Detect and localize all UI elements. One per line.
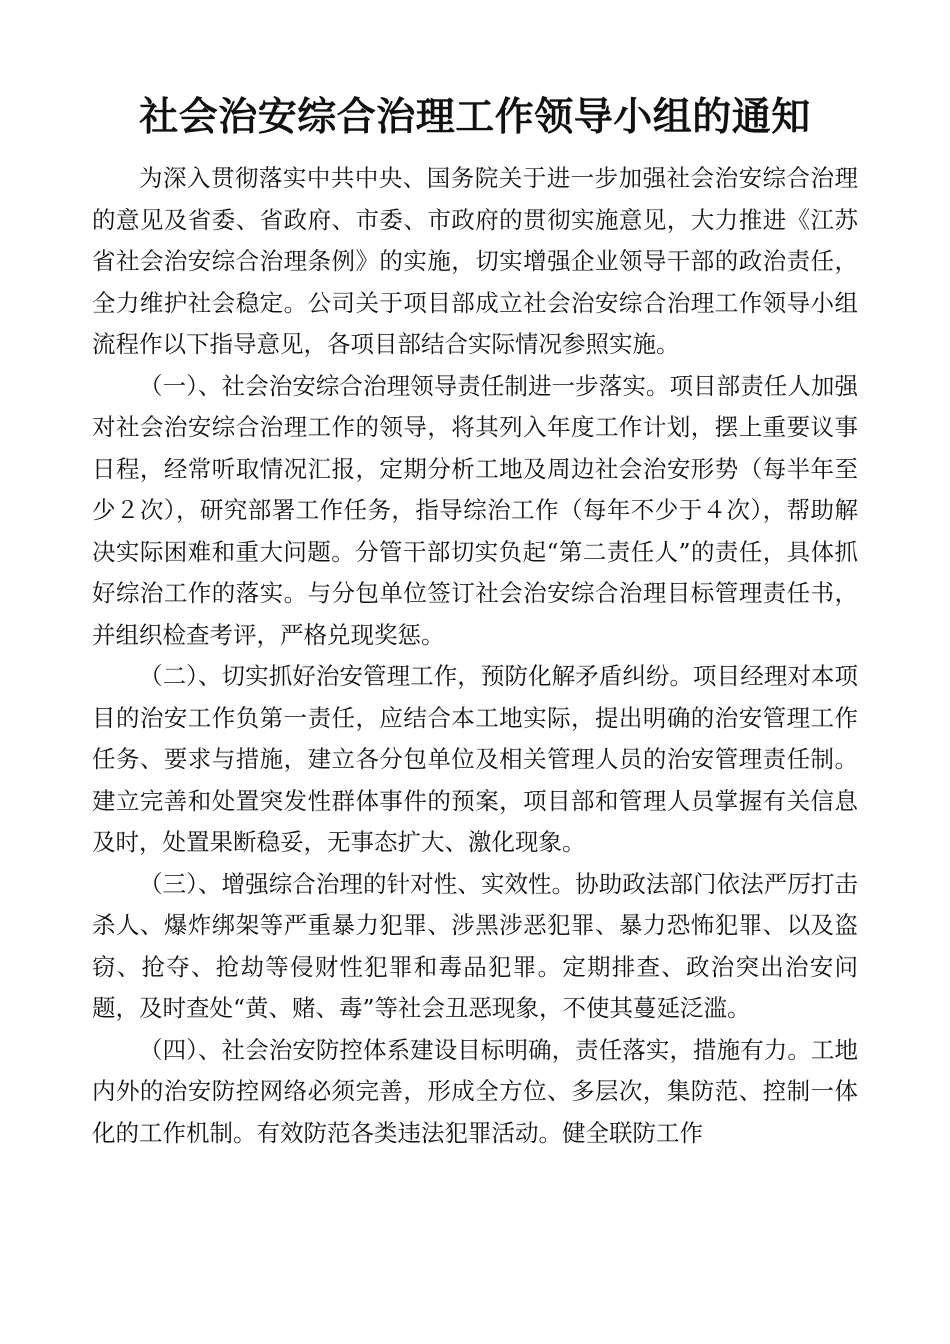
paragraph-section-4: （四）、社会治安防控体系建设目标明确，责任落实，措施有力。工地内外的治安防控网络必须完善，形成全方位、多层次，集防范、控制一体化的工作机制。有效防范各类违法犯罪活动。健全联防工作	[92, 1035, 858, 1147]
paragraph-section-1: （一）、社会治安综合治理领导责任制进一步落实。项目部责任人加强对社会治安综合治理工作的领导，将其列入年度工作计划，摆上重要议事日程，经常听取情况汇报，定期分析工地及周边社会治安形势（每半年至少２次），研究部署工作任务，指导综治工作（每年不少于４次），帮助解决实际困难和重大问题。分管干部切实负起“第二责任人”的责任，具体抓好综治工作的落实。与分包单位签订社会治安综合治理目标管理责任书，并组织检查考评，严格兑现奖惩。	[92, 371, 858, 649]
paragraph-section-2: （二）、切实抓好治安管理工作，预防化解矛盾纠纷。项目经理对本项目的治安工作负第一责任，应结合本工地实际，提出明确的治安管理工作任务、要求与措施，建立各分包单位及相关管理人员的治安管理责任制。建立完善和处置突发性群体事件的预案，项目部和管理人员掌握有关信息及时，处置果断稳妥，无事态扩大、激化现象。	[92, 662, 858, 856]
document-body	[92, 158, 858, 1154]
paragraph-section-3: （三）、增强综合治理的针对性、实效性。协助政法部门依法严厉打击杀人、爆炸绑架等严重暴力犯罪、涉黑涉恶犯罪、暴力恐怖犯罪、以及盗窃、抢夺、抢劫等侵财性犯罪和毒品犯罪。定期排查、政治突出治安问题，及时查处“黄、赌、毒”等社会丑恶现象，不使其蔓延泛滥。	[92, 869, 858, 1022]
paragraph-intro: 为深入贯彻落实中共中央、国务院关于进一步加强社会治安综合治理的意见及省委、省政府、市委、市政府的贯彻实施意见，大力推进《江苏省社会治安综合治理条例》的实施，切实增强企业领导干部的政治责任，全力维护社会稳定。公司关于项目部成立社会治安综合治理工作领导小组流程作以下指导意见，各项目部结合实际情况参照实施。	[92, 164, 858, 358]
document-title: 社会治安综合治理工作领导小组的通知	[139, 95, 811, 140]
